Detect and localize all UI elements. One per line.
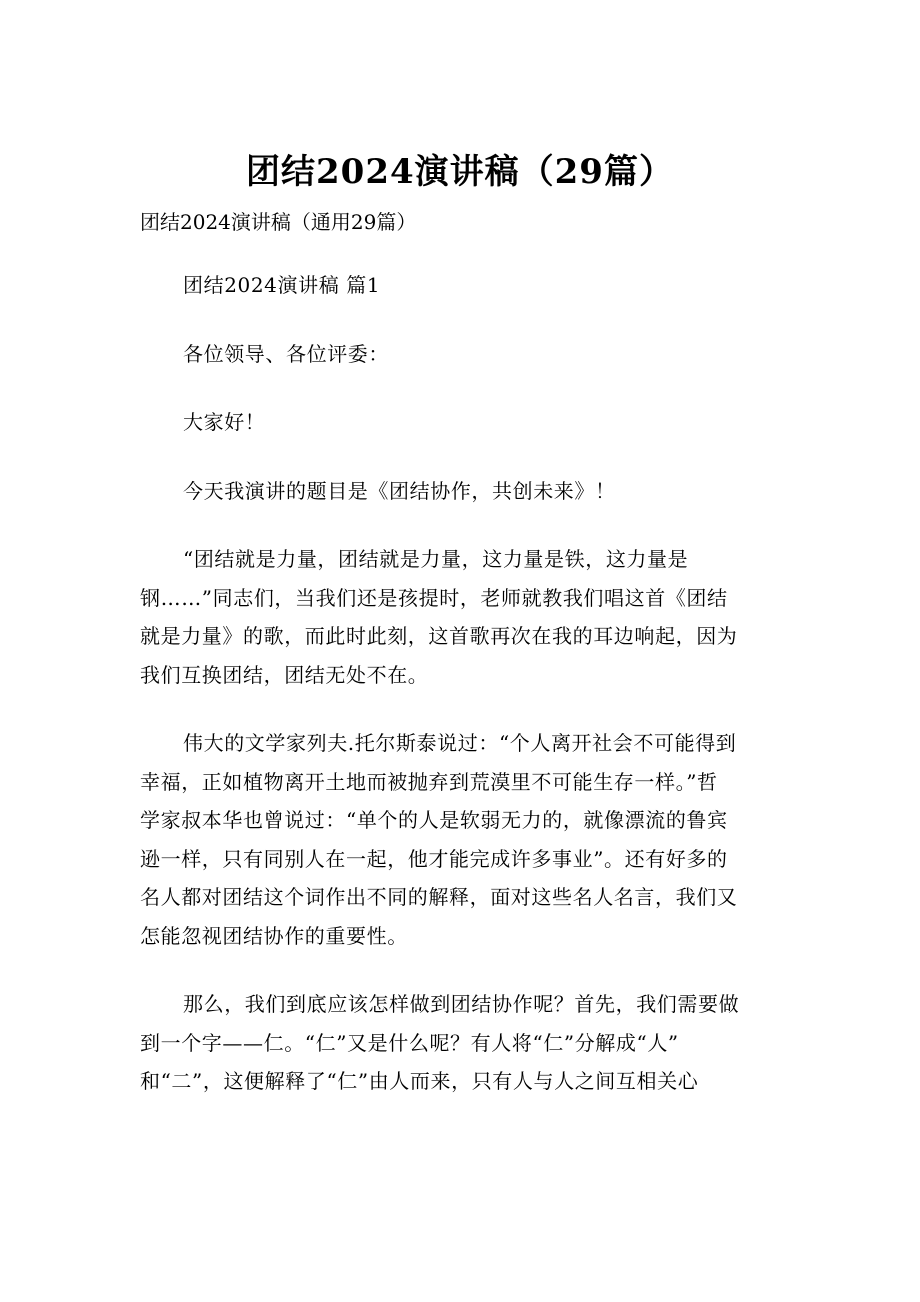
section-heading: 团结2024演讲稿 篇1 [183,273,381,297]
text-line: 就是力量》的歌，而此时此刻，这首歌再次在我的耳边响起，因为 [140,624,738,648]
text-line: 到一个字——仁。“仁”又是什么呢？有人将“仁”分解成“人” [140,1030,679,1055]
document-body [140,266,780,1131]
document-subtitle: 团结2024演讲稿（通用29篇） [140,210,417,234]
paragraph-quotes [140,724,780,955]
text-line: 逊一样，只有同别人在一起，他才能完成许多事业”。还有好多的 [140,846,728,871]
document-title: 团结2024演讲稿（29篇） [246,152,674,192]
greeting: 大家好！ [183,410,266,434]
salutation: 各位领导、各位评委： [183,341,389,366]
text-line: 钢……”同志们，当我们还是孩提时，老师就教我们唱这首《团结 [140,585,728,610]
paragraph-song [140,540,780,694]
text-line: 和“二”，这便解释了“仁”由人而来，只有人与人之间互相关心 [140,1069,699,1093]
text-line: 怎能忽视团结协作的重要性。 [140,923,408,948]
speech-topic: 今天我演讲的题目是《团结协作，共创未来》！ [183,478,616,503]
paragraph-ren [140,985,780,1101]
text-line: “团结就是力量，团结就是力量，这力量是铁，这力量是 [183,547,689,571]
text-line: 那么，我们到底应该怎样做到团结协作呢？首先，我们需要做 [183,992,740,1016]
text-line: 伟大的文学家列夫.托尔斯泰说过：“个人离开社会不可能得到 [183,731,737,755]
text-line: 学家叔本华也曾说过：“单个的人是软弱无力的，就像漂流的鲁宾 [140,808,728,832]
text-line: 名人都对团结这个词作出不同的解释，面对这些名人名言，我们又 [140,885,738,909]
text-line: 我们互换团结，团结无处不在。 [140,662,429,687]
text-line: 幸福，正如植物离开土地而被抛弃到荒漠里不可能生存一样。”哲 [140,769,718,794]
